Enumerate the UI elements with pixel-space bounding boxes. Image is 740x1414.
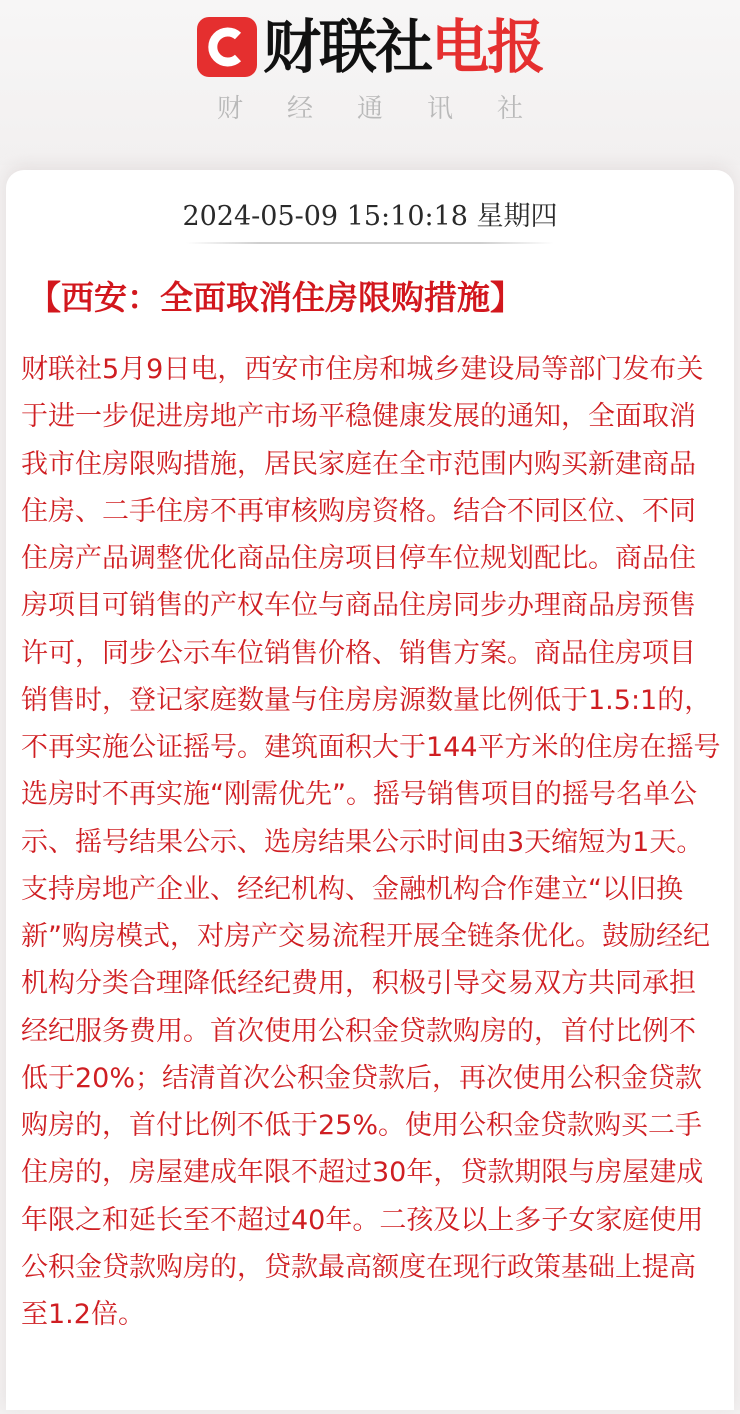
- brand-name-black: 财联社: [262, 13, 431, 81]
- news-body: 财联社5月9日电，西安市住房和城乡建设局等部门发布关于进一步促进房地产市场平稳健康发展的通知，全面取消我市住房限购措施，居民家庭在全市范围内购买新建商品住房、二手住房不再审核购房资格。结合不同区位、不同住房产品调整优化商品住房项目停车位规划配比。商品住房项目可销售的产权车位与商品住房同步办理商品房预售许可，同步公示车位销售价格、销售方案。商品住房项目销售时，登记家庭数量与住房房源数量比例低于1.5:1的，不再实施公证摇号。建筑面积大于144平方米的住房在摇号选房时不再实施“刚需优先”。摇号销售项目的摇号名单公示、摇号结果公示、选房结果公示时间由3天缩短为1天。支持房地产企业、经纪机构、金融机构合作建立“以旧换新”购房模式，对房产交易流程开展全链条优化。鼓励经纪机构分类合理降低经纪费用，积极引导交易双方共同承担经纪服务费用。首次使用公积金贷款购房的，首付比例不低于20%；结清首次公积金贷款后，再次使用公积金贷款购房的，首付比例不低于25%。使用公积金贷款购买二手住房的，房屋建成年限不超过30年，贷款期限与房屋建成年限之和延长至不超过40年。二孩及以上多子女家庭使用公积金贷款购房的，贷款最高额度在现行政策基础上提高至1.2倍。: [21, 354, 721, 1330]
- news-card: [6, 170, 734, 1410]
- publish-datetime: 2024-05-09 15:10:18 星期四: [182, 201, 558, 232]
- masthead: [0, 0, 740, 165]
- news-headline: 【西安：全面取消住房限购措施】: [28, 278, 523, 317]
- date-divider: [186, 242, 554, 244]
- brand-logo: [0, 12, 740, 82]
- logo-c-icon: [197, 17, 257, 77]
- brand-subtitle: 财经通讯社: [216, 94, 567, 124]
- brand-name-red: 电报: [431, 13, 544, 81]
